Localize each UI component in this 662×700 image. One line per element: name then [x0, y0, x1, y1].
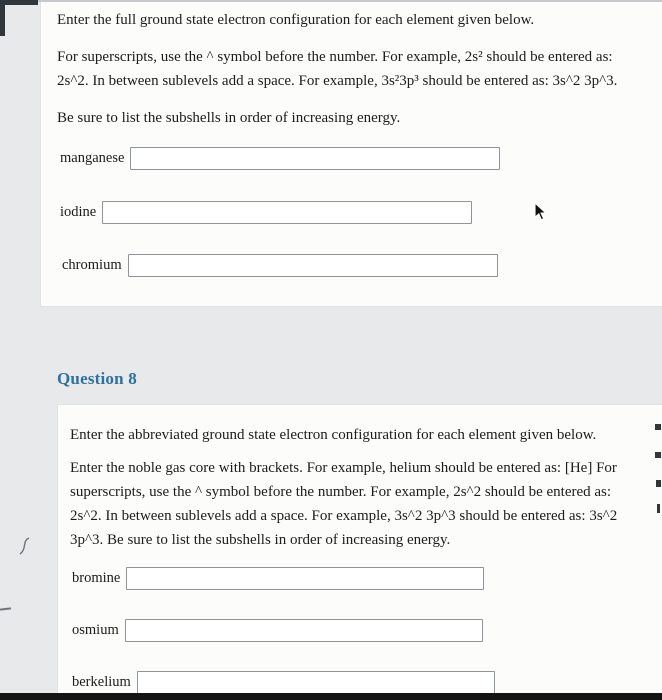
question8-instructions-line-4: 3p^3. Be sure to list the subshells in order of increasing energy. — [70, 532, 451, 548]
osmium-label: osmium — [72, 622, 119, 638]
bromine-label: bromine — [72, 570, 121, 586]
question8-card — [57, 404, 662, 700]
question8-instructions-line-3: 2s^2. In between sublevels add a space. For example, 3s^2 3p^3 should be entered as: 3s^2 — [70, 508, 618, 524]
iodine-label: iodine — [60, 204, 97, 220]
right-edge-artifact — [655, 452, 661, 458]
pen-mark-artifact — [18, 536, 32, 556]
question8-instructions — [70, 456, 650, 552]
pen-dash-artifact — [0, 607, 11, 610]
field-row-chromium — [62, 254, 498, 277]
question7-note: Be sure to list the subshells in order of increasing energy. — [57, 110, 401, 126]
bromine-input[interactable] — [126, 567, 484, 590]
field-row-iodine — [60, 201, 472, 224]
question7-instructions-line-1: For superscripts, use the ^ symbol before the number. For example, 2s² should be entered as: — [57, 49, 613, 65]
top-edge-line — [0, 0, 662, 2]
question7-instructions — [57, 45, 642, 93]
manganese-input[interactable] — [130, 147, 500, 170]
right-edge-artifact — [655, 424, 661, 430]
question7-instructions-line-2: 2s^2. In between sublevels add a space. For example, 3s²3p³ should be entered as: 3s^2 3p^3. — [57, 73, 618, 89]
field-row-osmium — [72, 619, 483, 642]
field-row-bromine — [72, 567, 484, 590]
question8-instructions-line-2: superscripts, use the ^ symbol before the number. For example, 2s^2 should be entered as: — [70, 484, 612, 500]
field-row-manganese — [60, 147, 500, 170]
chromium-label: chromium — [62, 257, 122, 273]
right-edge-artifact — [656, 480, 661, 487]
question8-intro: Enter the abbreviated ground state electron configuration for each element given below. — [70, 427, 597, 443]
osmium-input[interactable] — [125, 619, 483, 642]
question7-intro: Enter the full ground state electron configuration for each element given below. — [57, 12, 535, 28]
berkelium-input[interactable] — [137, 671, 495, 694]
chromium-input[interactable] — [128, 254, 498, 277]
right-edge-artifact — [657, 504, 660, 513]
top-left-corner-artifact — [0, 0, 38, 5]
bottom-edge-bar — [0, 693, 662, 700]
mouse-cursor-icon — [534, 202, 548, 222]
field-row-berkelium — [72, 671, 495, 694]
top-left-corner-artifact — [0, 0, 5, 36]
question8-instructions-line-1: Enter the noble gas core with brackets. For example, helium should be entered as: [He] For — [70, 460, 617, 476]
iodine-input[interactable] — [102, 201, 472, 224]
manganese-label: manganese — [60, 150, 125, 166]
berkelium-label: berkelium — [72, 674, 131, 690]
question8-heading: Question 8 — [57, 369, 137, 388]
